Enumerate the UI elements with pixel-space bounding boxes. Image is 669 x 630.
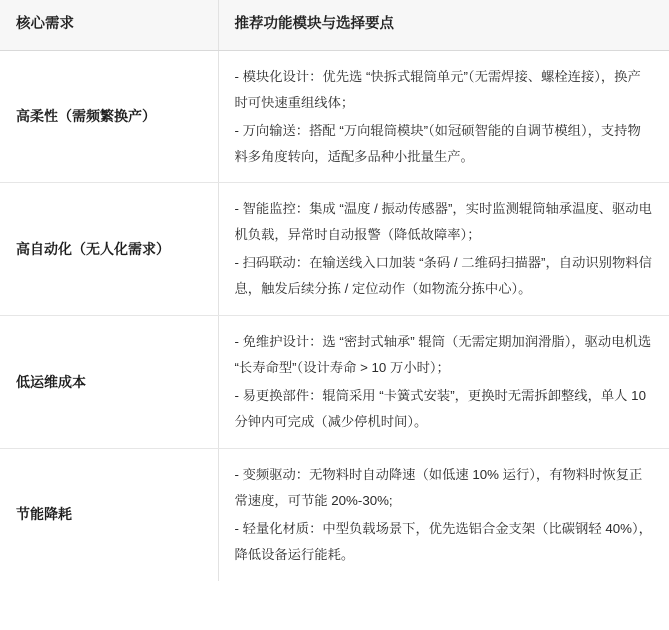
cell-recommendation bbox=[218, 448, 669, 580]
table-row bbox=[0, 50, 669, 183]
cell-recommendation bbox=[218, 316, 669, 449]
table-row bbox=[0, 183, 669, 316]
table-body bbox=[0, 50, 669, 580]
table-row bbox=[0, 448, 669, 580]
cell-core-need: 节能降耗 bbox=[0, 448, 218, 580]
cell-core-need: 高柔性（需频繁换产） bbox=[0, 50, 218, 183]
recommendation-point: - 轻量化材质：中型负载场景下，优先选铝合金支架（比碳钢轻 40%），降低设备运行能耗。 bbox=[234, 520, 652, 562]
recommendation-point: - 扫码联动：在输送线入口加装 “条码 / 二维码扫描器”，自动识别物料信息，触发后续分拣 / 定位动作（如物流分拣中心）。 bbox=[234, 255, 652, 297]
cell-core-need: 低运维成本 bbox=[0, 316, 218, 449]
recommendation-point: - 免维护设计：选 “密封式轴承” 辊筒（无需定期加润滑脂），驱动电机选 “长寿命型”（设计寿命 > 10 万小时）； bbox=[234, 334, 652, 376]
column-header-recommendation: 推荐功能模块与选择要点 bbox=[218, 0, 669, 50]
cell-core-need: 高自动化（无人化需求） bbox=[0, 183, 218, 316]
cell-recommendation bbox=[218, 50, 669, 183]
column-header-core-need: 核心需求 bbox=[0, 0, 218, 50]
cell-recommendation bbox=[218, 183, 669, 316]
table-header-row bbox=[0, 0, 669, 50]
table-header bbox=[0, 0, 669, 50]
recommendation-point: - 模块化设计：优先选 “快拆式辊筒单元”（无需焊接、螺栓连接），换产时可快速重组线体； bbox=[234, 68, 641, 110]
table-row bbox=[0, 316, 669, 449]
recommendation-point: - 智能监控：集成 “温度 / 振动传感器”，实时监测辊筒轴承温度、驱动电机负载，异常时自动报警（降低故障率）； bbox=[234, 201, 652, 243]
recommendation-point: - 易更换部件：辊筒采用 “卡簧式安装”，更换时无需拆卸整线，单人 10 分钟内可完成（减少停机时间）。 bbox=[234, 387, 646, 429]
recommendation-point: - 万向输送：搭配 “万向辊筒模块”（如冠硕智能的自调节模组），支持物料多角度转向，适配多品种小批量生产。 bbox=[234, 122, 641, 164]
recommendation-point: - 变频驱动：无物料时自动降速（如低速 10% 运行），有物料时恢复正常速度，可节能 20%-30%; bbox=[234, 466, 643, 508]
